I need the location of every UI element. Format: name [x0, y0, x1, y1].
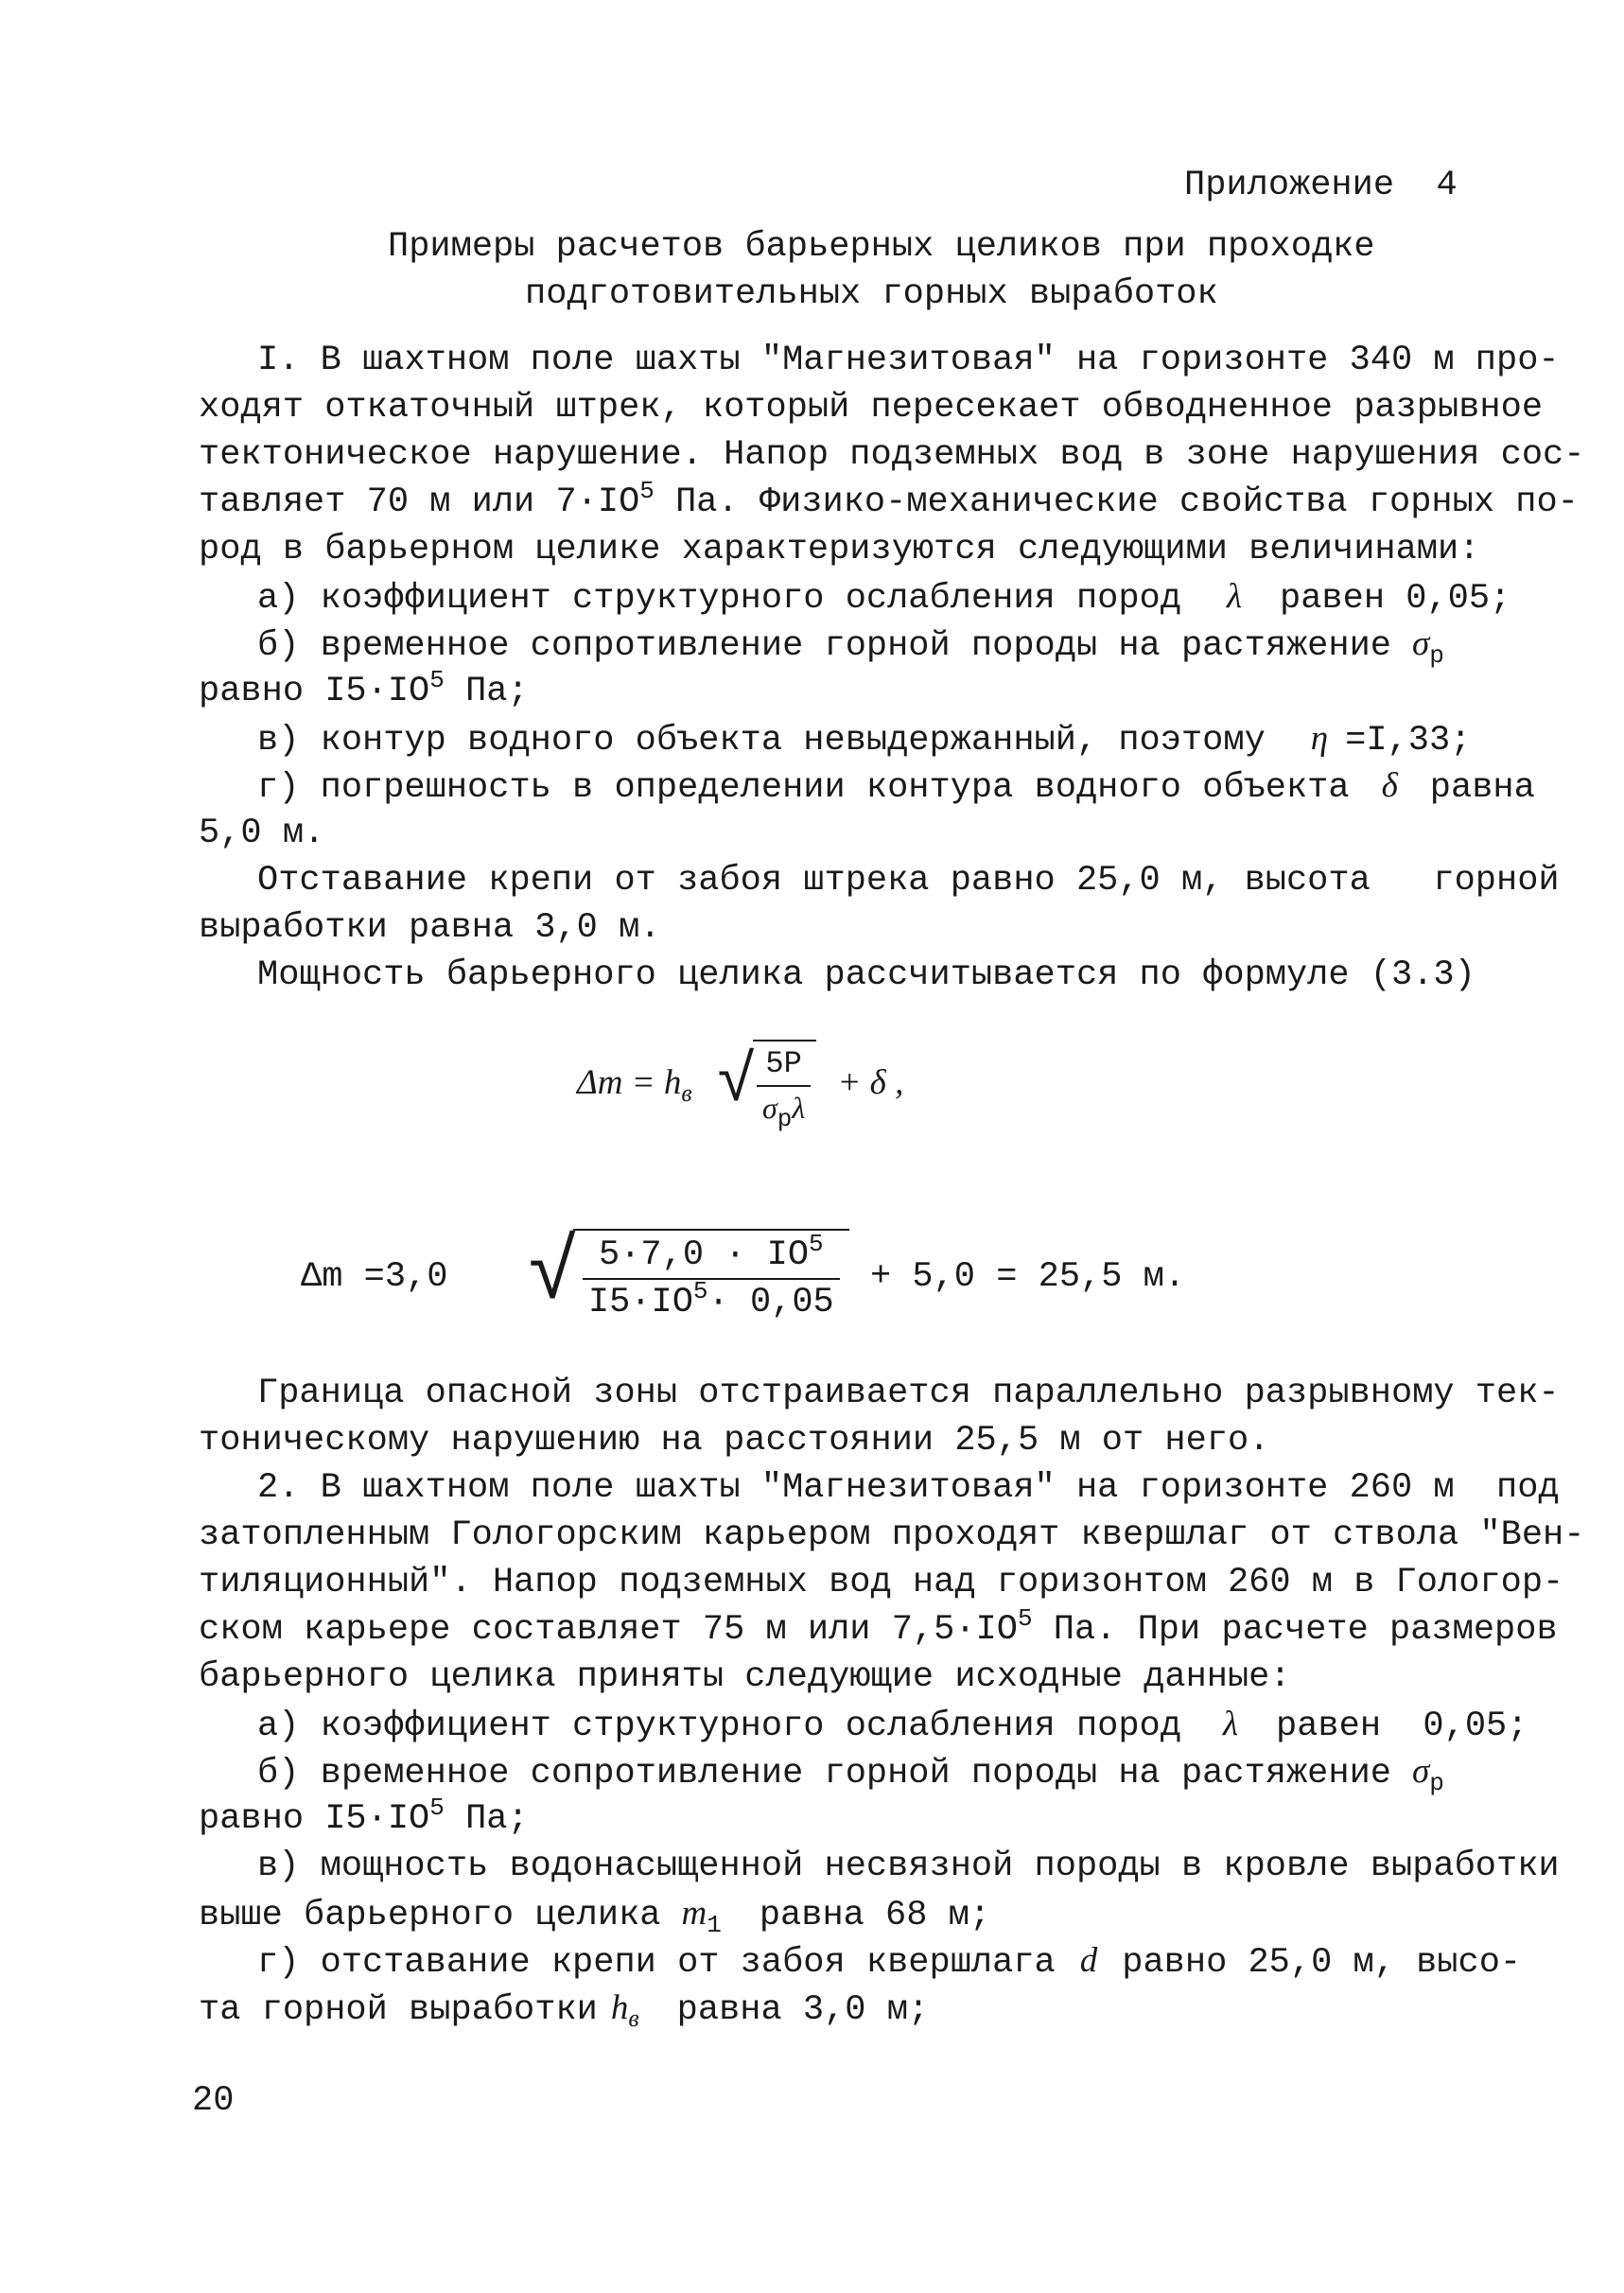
p4-line-2: тоническому нарушению на расстоянии 25,5 м от него. [199, 1421, 1270, 1461]
list2-item-a: а) коэффициент структурного ослабления пород λ равен 0,05; [257, 1705, 1528, 1746]
list2-item-v: в) мощность водонасыщенной несвязной породы в кровле выработки [257, 1847, 1560, 1886]
p1-line-4: тавляет 70 м или $7\cdot IO^5$ Па. Физико-механические свойства горных по- [199, 477, 1579, 522]
eta-symbol: η [1310, 719, 1329, 758]
appendix-label: Приложение 4 [1184, 166, 1458, 205]
p5-line-2: затопленным Гологорским карьером проходят квершлаг от ствола "Вен- [199, 1515, 1585, 1555]
p5-line-4: ском карьере составляет 75 м или $7,5\cdot IO^5$ Па. При расчете размеров [199, 1604, 1558, 1650]
p1-line-3: тектоническое нарушение. Напор подземных вод в зоне нарушения сос- [199, 435, 1585, 475]
lambda-symbol: λ [1226, 577, 1242, 616]
radical-sign: √ [527, 1228, 579, 1325]
p5-line-5: барьерного целика приняты следующие исходные данные: [199, 1657, 1291, 1697]
formula-fraction: $\frac{5P}{\sigma_р\lambda}$ [757, 1045, 811, 1129]
delta-symbol: δ [1381, 766, 1398, 805]
p1-line-1: I. В шахтном поле шахты "Магнезитовая" на горизонте 340 м про- [257, 341, 1560, 380]
list1-item-g-cont: 5,0 м. [199, 814, 325, 853]
list2-item-g-cont: та горной выработки $h_в$ равна 3,0 м; [199, 1988, 930, 2032]
list2-item-b-cont: равно $I5\cdot IO^5$ Па; [199, 1794, 529, 1839]
p2-line-2: выработки равна 3,0 м. [199, 908, 661, 948]
p4-line-1: Граница опасной зоны отстраивается параллельно разрывному тек- [257, 1374, 1560, 1413]
title-line-2: подготовительных горных выработок [525, 274, 1218, 314]
list2-item-b: б) временное сопротивление горной породы на растяжение $\sigma_р$ [257, 1752, 1444, 1797]
list1-item-b: б) временное сопротивление горной породы на растяжение $\sigma_р$ [257, 624, 1444, 670]
p1-line-5: род в барьерном целике характеризуются следующими величинами: [199, 530, 1480, 569]
formula-fraction: $\frac{5\cdot 7,0 \cdot IO^5}{I5\cdot IO^5\cdot 0,05}$ [583, 1234, 840, 1323]
list2-item-v-cont: выше барьерного целика $m_1$ равна 68 м; [199, 1894, 991, 1939]
sigma-symbol: σ [1412, 624, 1430, 663]
formula-calculation: Δm =3,0 √ $\frac{5\cdot 7,0 \cdot IO^5}{I5\cdot IO^5\cdot 0,05}$ + 5,0 = 25,5 м. [301, 1228, 1186, 1325]
hv-symbol: h [610, 1988, 629, 2027]
p5-line-3: тиляционный". Напор подземных вод над горизонтом 260 м в Гологор- [199, 1563, 1564, 1602]
list1-item-v: в) контур водного объекта невыдержанный, поэтому η =I,33; [257, 719, 1472, 761]
lambda-symbol: λ [1222, 1705, 1238, 1743]
list1-item-g: г) погрешность в определении контура водного объекта δ равна [257, 766, 1535, 808]
list1-item-b-cont: равно $I5\cdot IO^5$ Па; [199, 666, 529, 711]
m1-symbol: m [681, 1894, 707, 1933]
d-symbol: d [1079, 1941, 1098, 1980]
list1-item-a: а) коэффициент структурного ослабления пород λ равен 0,05; [257, 577, 1511, 619]
radical-sign: √ [716, 1046, 757, 1122]
p3-line-1: Мощность барьерного целика рассчитывается по формуле (3.3) [257, 955, 1476, 995]
p2-line-1: Отставание крепи от забоя штрека равно 25,0 м, высота горной [257, 861, 1560, 901]
sigma-symbol: σ [1412, 1752, 1430, 1791]
formula-general: $\Delta m = h_в$ √ $\frac{5P}{\sigma_р\lambda}$ + δ , [577, 1031, 903, 1135]
title-line-1: Примеры расчетов барьерных целиков при проходке [388, 227, 1375, 267]
p5-line-1: 2. В шахтном поле шахты "Магнезитовая" на горизонте 260 м под [257, 1468, 1560, 1508]
p1-line-2: ходят откаточный штрек, который пересекает обводненное разрывное [199, 388, 1544, 428]
list2-item-g: г) отставание крепи от забоя квершлага d равно 25,0 м, высо- [257, 1941, 1522, 1983]
page-number: 20 [192, 2081, 235, 2121]
